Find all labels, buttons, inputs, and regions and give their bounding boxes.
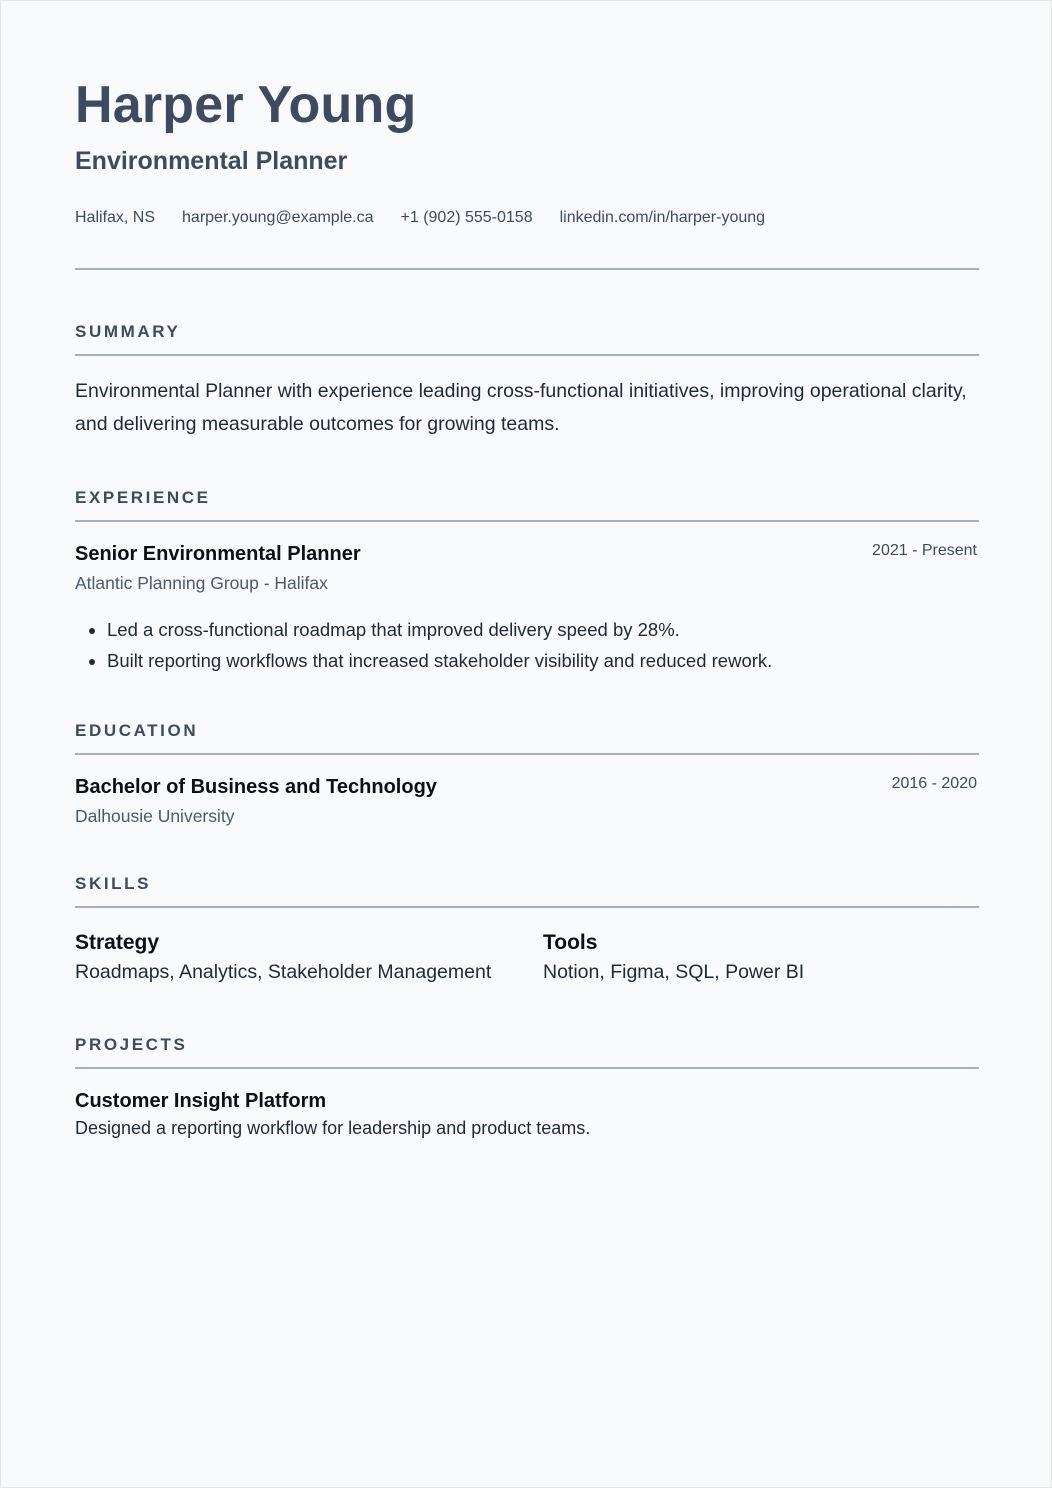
contact-phone[interactable]: +1 (902) 555-0158 [400,209,533,226]
summary-divider [75,354,979,356]
summary-heading: SUMMARY [75,322,181,341]
skill-items: Notion, Figma, SQL, Power BI [543,961,805,983]
skill-group-tools [543,929,804,987]
skill-group-strategy [75,929,491,987]
contact-email[interactable]: harper.young@example.ca [182,209,374,226]
experience-organization: Atlantic Planning Group - Halifax [75,573,328,593]
skills-heading: SKILLS [75,874,152,893]
experience-heading: EXPERIENCE [75,488,211,507]
skill-items: Roadmaps, Analytics, Stakeholder Management [75,961,492,983]
project-name: Customer Insight Platform [75,1090,327,1112]
projects-heading: PROJECTS [75,1035,188,1054]
skill-category: Tools [543,931,598,954]
skills-divider [75,906,979,908]
education-heading: EDUCATION [75,721,199,740]
summary-text: Environmental Planner with experience leading cross-functional initiatives, improving operational clarity, and delivering measurable outcomes for growing teams. [75,380,967,435]
education-dates: 2016 - 2020 [891,775,977,792]
contact-location: Halifax, NS [75,209,156,226]
projects-divider [75,1067,979,1069]
project-description: Designed a reporting workflow for leadership and product teams. [75,1118,591,1138]
skill-category: Strategy [75,931,160,954]
candidate-role: Environmental Planner [75,147,348,175]
contact-line [75,207,765,229]
contact-linkedin[interactable]: linkedin.com/in/harper-young [559,209,766,226]
candidate-name: Harper Young [75,76,417,134]
header-divider [75,268,979,270]
experience-divider [75,520,979,522]
education-divider [75,753,979,755]
education-degree: Bachelor of Business and Technology [75,776,437,798]
experience-bullets [75,614,772,676]
experience-dates: 2021 - Present [872,542,977,559]
experience-bullet: • Built reporting workflows that increased stakeholder visibility and reduced rework. [107,645,772,676]
experience-bullet: • Led a cross-functional roadmap that improved delivery speed by 28%. [107,614,772,645]
education-school: Dalhousie University [75,806,235,826]
experience-job-title: Senior Environmental Planner [75,543,361,565]
